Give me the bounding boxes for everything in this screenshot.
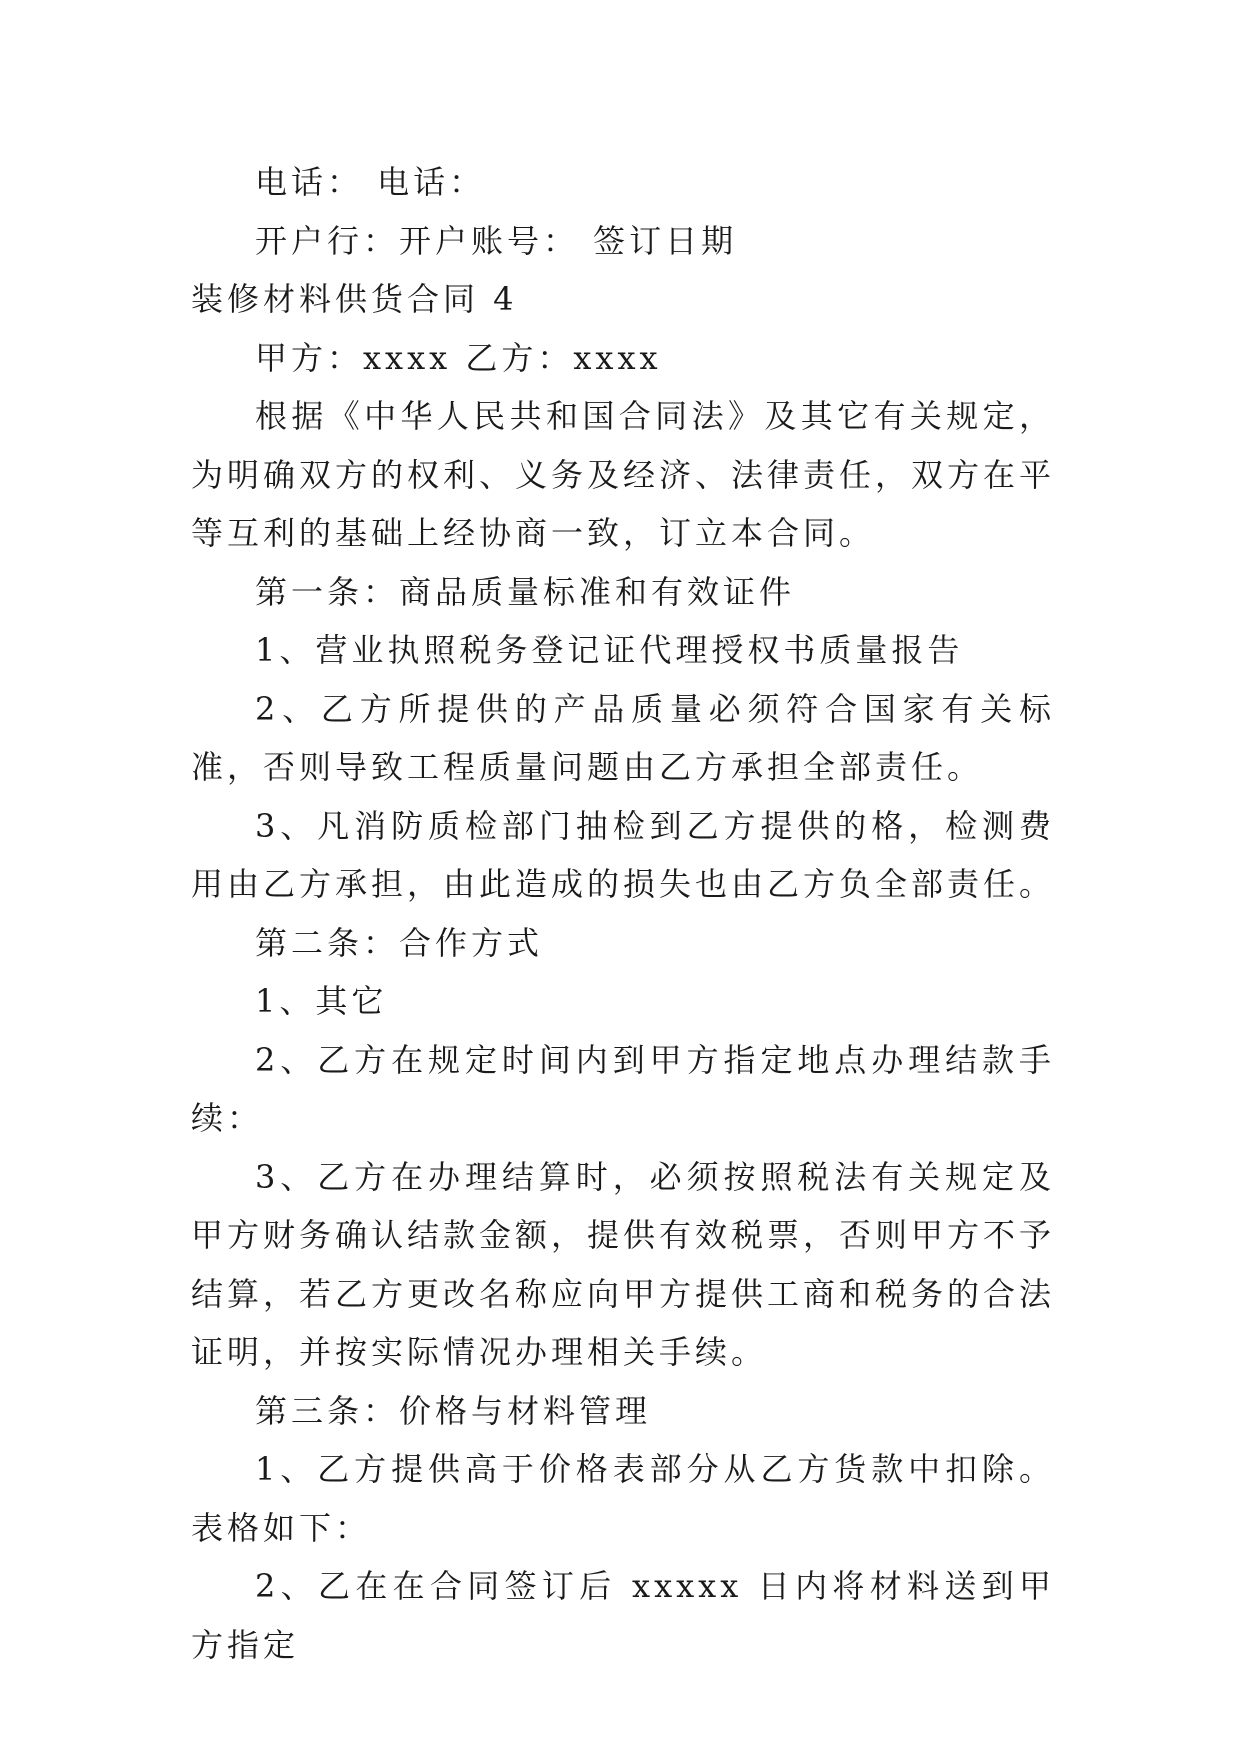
article-1-item-3: 3、凡消防质检部门抽检到乙方提供的格，检测费用由乙方承担，由此造成的损失也由乙方负全部责任。: [191, 806, 1056, 903]
parties-line: 甲方：xxxx 乙方：xxxx: [255, 338, 662, 377]
article-2-item-2: 2、乙方在规定时间内到甲方指定地点办理结款手续：: [191, 1040, 1055, 1137]
article-1-item-2: 2、乙方所提供的产品质量必须符合国家有关标准，否则导致工程质量问题由乙方承担全部责任。: [191, 689, 1055, 786]
article-3-item-1: 1、乙方提供高于价格表部分从乙方货款中扣除。表格如下：: [191, 1450, 1055, 1547]
section-title: 装修材料供货合同 4: [191, 280, 518, 318]
article-2-title: 第二条：合作方式: [255, 923, 544, 962]
phone-line: 电话： 电话：: [255, 163, 486, 201]
article-2-item-1: 1、其它: [255, 982, 388, 1020]
article-1-item-1: 1、营业执照税务登记证代理授权书质量报告: [255, 631, 964, 669]
intro-paragraph: 根据《中华人民共和国合同法》及其它有关规定，为明确双方的权利、义务及经济、法律责任，双方在平等互利的基础上经协商一致，订立本合同。: [191, 397, 1056, 552]
article-3-title: 第三条：价格与材料管理: [255, 1391, 652, 1430]
article-2-item-3: 3、乙方在办理结算时，必须按照税法有关规定及甲方财务确认结款金额，提供有效税票，否则甲方不予结算，若乙方更改名称应向甲方提供工商和税务的合法证明，并按实际情况办理相关手续。: [191, 1157, 1056, 1371]
article-3-item-2: 2、乙在在合同签订后 xxxxx 日内将材料送到甲方指定: [191, 1567, 1055, 1664]
document-body: [191, 153, 1055, 1674]
bank-line: 开户行：开户账号： 签订日期: [255, 221, 738, 260]
article-1-title: 第一条：商品质量标准和有效证件: [255, 572, 796, 611]
